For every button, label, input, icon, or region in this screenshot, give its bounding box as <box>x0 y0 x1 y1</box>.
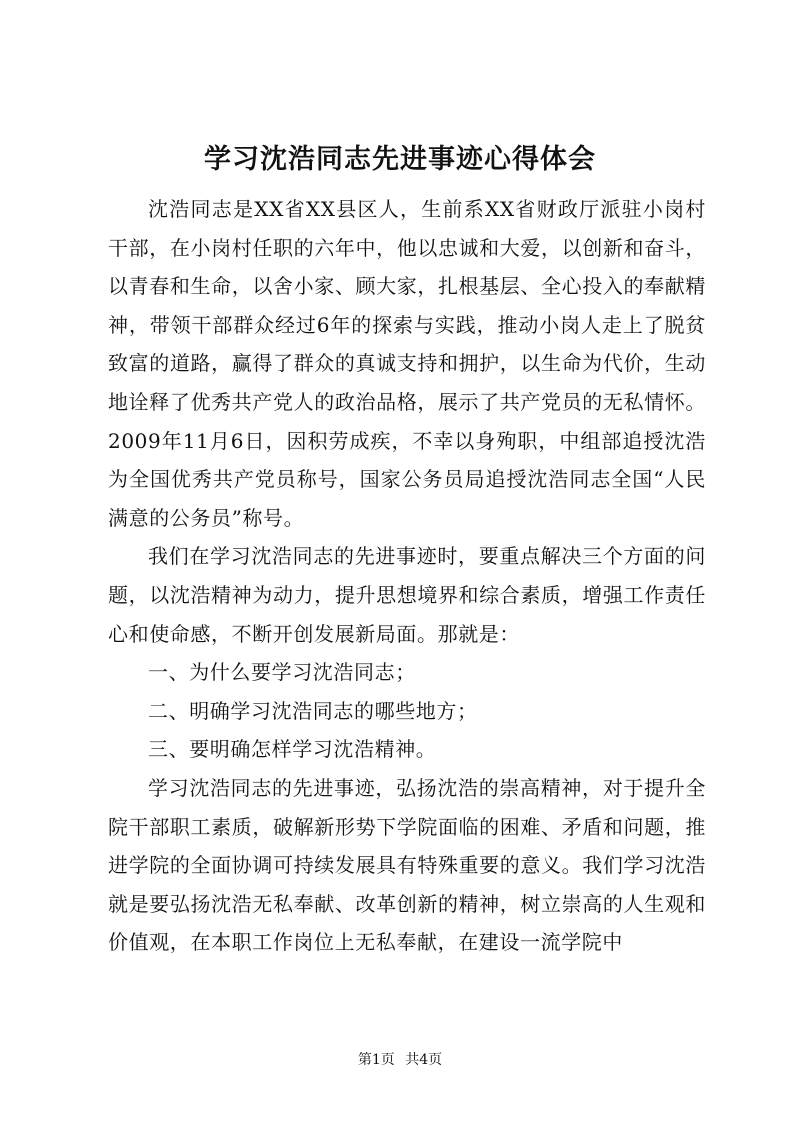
list-item-1: 一、为什么要学习沈浩同志； <box>148 660 416 685</box>
page-title: 学习沈浩同志先进事迹心得体会 <box>204 144 596 175</box>
paragraph-3: 学习沈浩同志的先进事迹，弘扬沈浩的崇高精神，对于提升全院干部职工素质，破解新形势下学院面临的困难、矛盾和问题，推进学院的全面协调可持续发展具有特殊重要的意义。我们学习沈浩就是要弘扬沈浩无私奉献、改革创新的精神，树立崇高的人生观和价值观，在本职工作岗位上无私奉献，在建设一流学院中 <box>108 775 706 955</box>
paragraph-2: 我们在学习沈浩同志的先进事迹时，要重点解决三个方面的问题，以沈浩精神为动力，提升思想境界和综合素质，增强工作责任心和使命感，不断开创发展新局面。那就是： <box>108 544 706 646</box>
page-number: 第1页 <box>357 1052 395 1068</box>
document-body <box>108 190 706 962</box>
page-footer <box>0 1050 800 1070</box>
list-item-2: 二、明确学习沈浩同志的哪些地方； <box>148 698 478 723</box>
paragraph-1: 沈浩同志是XX省XX县区人，生前系XX省财政厅派驻小岗村干部，在小岗村任职的六年中，他以忠诚和大爱，以创新和奋斗，以青春和生命，以舍小家、顾大家，扎根基层、全心投入的奉献精神，带领干部群众经过6年的探索与实践，推动小岗人走上了脱贫致富的道路，赢得了群众的真诚支持和拥护，以生命为代价，生动地诠释了优秀共产党人的政治品格，展示了共产党员的无私情怀。2009年11月6日，因积劳成疾，不幸以身殉职，中组部追授沈浩为全国优秀共产党员称号，国家公务员局追授沈浩同志全国“人民满意的公务员”称号。 <box>108 197 706 530</box>
list-item-3: 三、要明确怎样学习沈浩精神。 <box>148 737 437 762</box>
total-pages: 共4页 <box>405 1052 443 1068</box>
